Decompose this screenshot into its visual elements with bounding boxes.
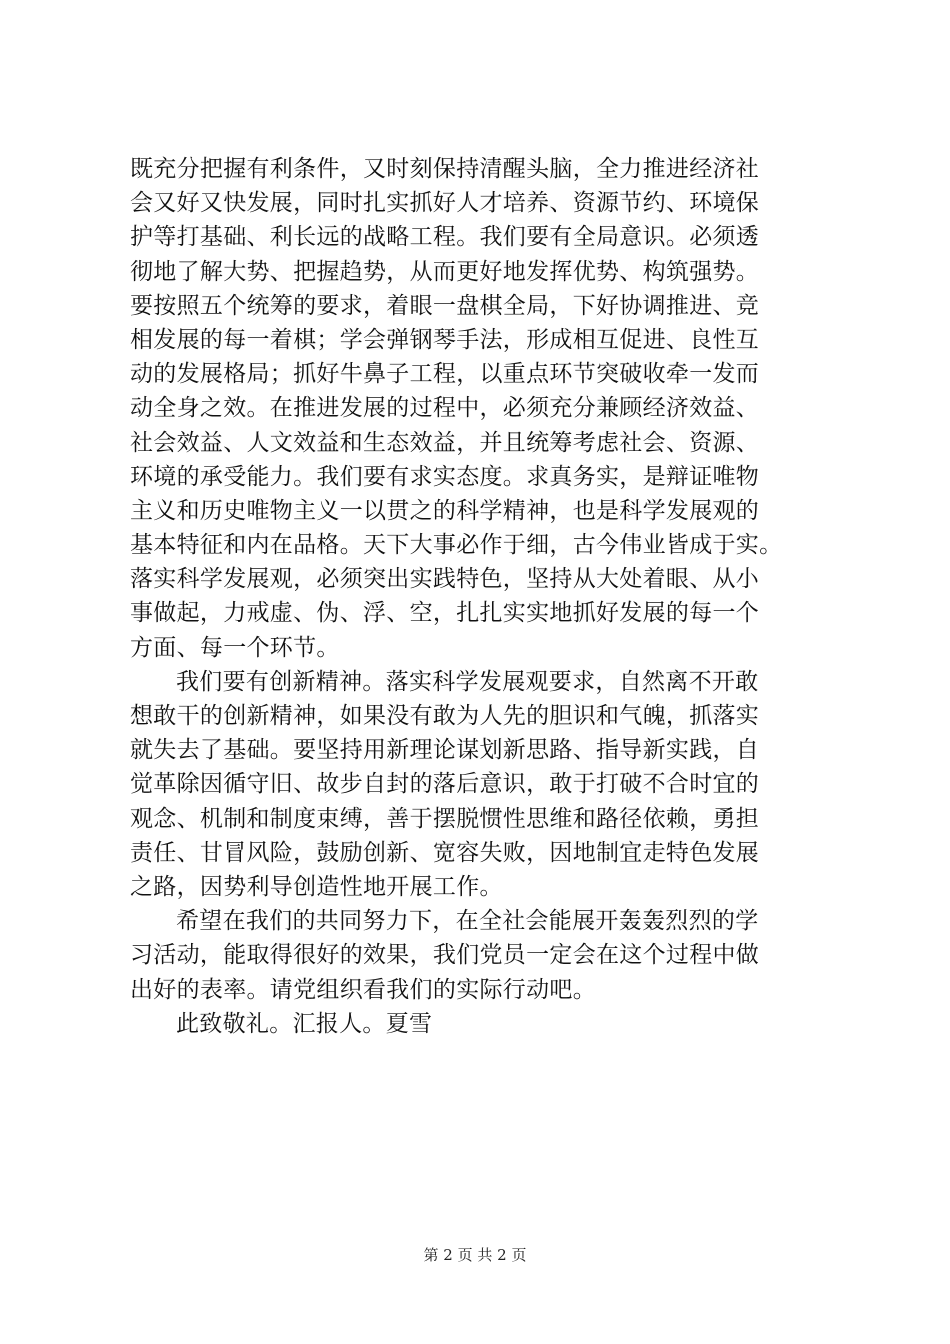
text-line: 事做起，力戒虚、伪、浮、空，扎扎实实地抓好发展的每一个	[130, 600, 760, 627]
paragraph	[130, 904, 830, 1007]
text-line: 想敢干的创新精神，如果没有敢为人先的胆识和气魄，抓落实	[130, 703, 760, 729]
text-line: 习活动，能取得很好的效果，我们党员一定会在这个过程中做	[130, 942, 760, 969]
document-body	[130, 152, 830, 1041]
text-line: 觉革除因循守旧、故步自封的落后意识，敢于打破不合时宜的	[130, 771, 760, 798]
text-line: 方面、每一个环节。	[130, 634, 340, 661]
page-footer: 第 2 页 共 2 页	[423, 1246, 527, 1264]
text-line: 会又好又快发展，同时扎实抓好人才培养、资源节约、环境保	[130, 190, 760, 217]
text-line: 希望在我们的共同努力下，在全社会能展开轰轰烈烈的学	[176, 908, 759, 935]
text-line: 之路，因势利导创造性地开展工作。	[130, 873, 503, 900]
text-line: 我们要有创新精神。落实科学发展观要求，自然离不开敢	[176, 668, 759, 695]
text-line: 环境的承受能力。我们要有求实态度。求真务实，是辩证唯物	[130, 463, 760, 490]
paragraph	[130, 1007, 830, 1041]
text-line: 动的发展格局；抓好牛鼻子工程，以重点环节突破收牵一发而	[130, 361, 760, 388]
paragraph	[130, 665, 830, 904]
text-line: 既充分把握有利条件，又时刻保持清醒头脑，全力推进经济社	[130, 156, 760, 182]
text-line: 落实科学发展观，必须突出实践特色，坚持从大处着眼、从小	[130, 566, 760, 593]
text-line: 社会效益、人文效益和生态效益，并且统筹考虑社会、资源、	[130, 429, 760, 456]
text-line: 此致敬礼。汇报人。夏雪	[176, 1010, 433, 1037]
text-line: 基本特征和内在品格。天下大事必作于细，古今伟业皆成于实。	[130, 532, 783, 559]
paragraph	[130, 152, 830, 665]
text-line: 相发展的每一着棋；学会弹钢琴手法，形成相互促进、良性互	[130, 326, 760, 353]
text-line: 出好的表率。请党组织看我们的实际行动吧。	[130, 976, 596, 1003]
text-line: 动全身之效。在推进发展的过程中，必须充分兼顾经济效益、	[130, 395, 760, 422]
text-line: 责任、甘冒风险，鼓励创新、宽容失败，因地制宜走特色发展	[130, 839, 760, 866]
text-line: 观念、机制和制度束缚，善于摆脱惯性思维和路径依赖，勇担	[130, 805, 760, 832]
text-line: 要按照五个统筹的要求，着眼一盘棋全局，下好协调推进、竞	[130, 292, 760, 319]
text-line: 主义和历史唯物主义一以贯之的科学精神，也是科学发展观的	[130, 497, 760, 524]
text-line: 护等打基础、利长远的战略工程。我们要有全局意识。必须透	[130, 224, 760, 251]
text-line: 彻地了解大势、把握趋势，从而更好地发挥优势、构筑强势。	[130, 258, 760, 285]
text-line: 就失去了基础。要坚持用新理论谋划新思路、指导新实践，自	[130, 737, 760, 764]
